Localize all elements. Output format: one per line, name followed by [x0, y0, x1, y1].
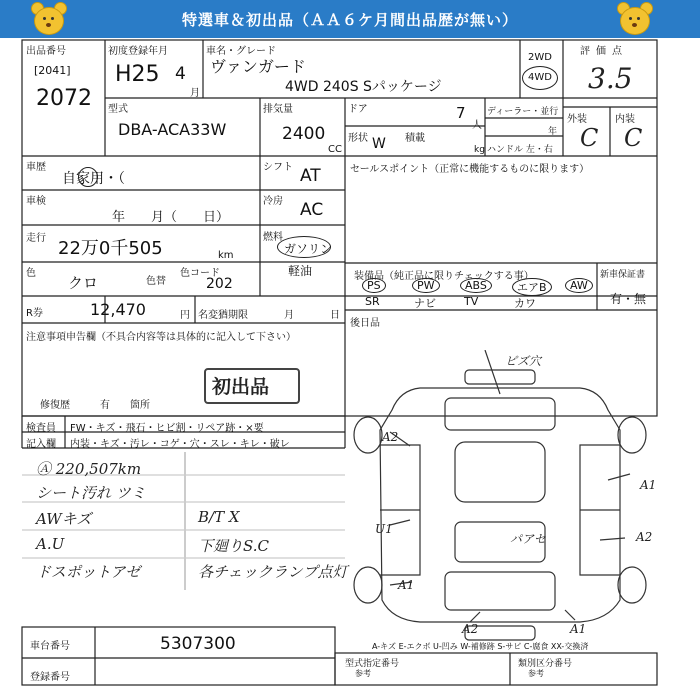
- equipment-item: AW: [565, 278, 593, 293]
- inspection-value: 年 月（ 日）: [112, 210, 230, 225]
- chassis-label: 車台番号: [30, 641, 70, 652]
- handle-label: ハンドル 左・右: [487, 145, 553, 155]
- equipment-item: PW: [412, 278, 440, 293]
- fuel-gas: ガソリン: [284, 242, 333, 256]
- note-right-line: B/T X: [198, 508, 240, 526]
- color-change-label: 色替: [146, 276, 166, 287]
- first-listing-stamp-text: 初出品: [212, 376, 270, 398]
- equipment-item: ABS: [460, 278, 492, 293]
- door-label: ドア: [348, 104, 368, 115]
- score-label: 評価点: [580, 46, 628, 57]
- interior-legend: 内装・キズ・汚レ・コゲ・穴・スレ・キレ・破レ: [70, 439, 290, 450]
- equipment-item: TV: [464, 295, 479, 308]
- shape-value: W: [372, 136, 386, 152]
- recycle-label: R券: [26, 308, 43, 319]
- exterior-legend: FW・キズ・飛石・ヒビ割・リペア跡・×要: [70, 423, 264, 434]
- shift-label: シフト: [263, 162, 293, 173]
- fuel-diesel: 軽油: [288, 264, 313, 278]
- damage-mark: A2: [636, 530, 653, 544]
- record-label: 記入欄: [26, 439, 56, 450]
- lot-number: 2072: [36, 86, 92, 111]
- note-left-line: A.U: [36, 535, 65, 553]
- interior-label: 内装: [615, 114, 635, 125]
- seat-unit: 人: [472, 120, 482, 131]
- ac-label: 冷房: [263, 196, 283, 207]
- registration-year: H25: [115, 62, 160, 87]
- designation-number-label: 型式指定番号: [345, 659, 400, 669]
- dealer-label: ディーラー・並行: [487, 107, 559, 117]
- displacement-value: 2400: [282, 124, 326, 144]
- equipment-item: カワ: [514, 297, 536, 310]
- usage-value: 自家用・（: [62, 171, 125, 187]
- equipment-label: 装備品（純正品に限りチェックする事）: [354, 271, 534, 282]
- note-left-line: Ⓐ 220,507km: [36, 460, 142, 478]
- model-label: 型式: [108, 104, 128, 115]
- name-change-day: 日: [330, 310, 340, 321]
- kg-unit: kg: [474, 145, 485, 155]
- car-damage-diagram: [350, 350, 670, 650]
- damage-mark: A2: [462, 622, 479, 636]
- model-code: DBA-ACA33W: [118, 120, 227, 139]
- recycle-value: 12,470: [90, 300, 146, 319]
- damage-mark: パアセ: [510, 532, 546, 546]
- equipment-item: ナビ: [414, 297, 436, 310]
- note-right-line: 下廻りS.C: [198, 537, 269, 555]
- diagram-legend: A-キズ E-エクボ U-凹み W-補修跡 S-サビ C-腐食 XX-交換済: [372, 642, 589, 651]
- mileage-value: 22万0千505: [58, 238, 163, 259]
- load-label: 積載: [405, 133, 425, 144]
- drive-4wd-label: 4WD: [528, 72, 552, 83]
- first-registration-label: 初度登録年月: [108, 46, 168, 57]
- designation-reference: 参考: [355, 669, 371, 678]
- after-parts-label: 後日品: [350, 318, 380, 329]
- damage-mark: A1: [398, 578, 415, 592]
- year-label: 年: [548, 127, 558, 137]
- lot-prefix: [2041]: [34, 64, 71, 77]
- note-right-line: 各チェックランプ点灯: [198, 563, 348, 581]
- month-unit: 月: [190, 88, 200, 99]
- door-count: 7: [456, 104, 466, 122]
- registration-month: 4: [175, 64, 186, 84]
- color-label: 色: [26, 268, 36, 279]
- repair-unit: 箇所: [130, 400, 150, 411]
- equipment-item: PS: [362, 278, 386, 293]
- score-value: 3.5: [588, 62, 633, 95]
- damage-mark: A1: [570, 622, 587, 636]
- category-reference: 参考: [528, 669, 544, 678]
- category-number-label: 類別区分番号: [518, 659, 573, 669]
- color-code-label: 色コード: [180, 268, 220, 279]
- car-name-label: 車名・グレード: [206, 46, 276, 57]
- name-change-month: 月: [284, 310, 294, 321]
- color-code: 202: [206, 276, 233, 292]
- repair-label: 修復歴: [40, 400, 70, 411]
- note-left-line: ドスポットアゼ: [36, 563, 141, 581]
- repair-value: 有: [100, 400, 110, 411]
- color-value: クロ: [68, 274, 99, 292]
- lot-number-label: 出品番号: [26, 46, 66, 57]
- chassis-number: 5307300: [160, 634, 236, 654]
- displacement-label: 排気量: [263, 104, 293, 115]
- sales-point-label: セールスポイント（正常に機能するものに限ります）: [350, 164, 590, 175]
- cc-unit: CC: [328, 144, 342, 155]
- drive-2wd-label: 2WD: [528, 52, 552, 63]
- km-unit: km: [218, 250, 234, 261]
- interior-grade: C: [624, 124, 643, 152]
- registration-number-label: 登録番号: [30, 672, 70, 683]
- inspector-label: 検査員: [26, 423, 56, 434]
- damage-mark: ピズ穴: [505, 354, 542, 368]
- equipment-item: SR: [365, 295, 380, 308]
- shift-value: AT: [300, 166, 321, 186]
- car-name: ヴァンガード: [210, 57, 306, 76]
- exterior-label: 外装: [567, 114, 587, 125]
- damage-mark: U1: [375, 522, 393, 536]
- yen-unit: 円: [180, 310, 190, 321]
- equipment-item: エアB: [512, 278, 552, 296]
- damage-mark: A2: [382, 430, 399, 444]
- fuel-label: 燃料: [263, 232, 283, 243]
- note-left-line: シート汚れ ツミ: [36, 484, 146, 502]
- inspection-label: 車検: [26, 196, 46, 207]
- page-title: 特選車＆初出品（ＡＡ６ケ月間出品歴が無い）: [181, 11, 518, 29]
- shape-label: 形状: [348, 133, 368, 144]
- note-left-line: AWキズ: [36, 510, 92, 528]
- damage-mark: A1: [640, 478, 657, 492]
- car-grade: 4WD 240S Sパッケージ: [285, 79, 442, 95]
- notice-label: 注意事項申告欄（不具合内容等は具体的に記入して下さい）: [26, 332, 296, 343]
- mileage-label: 走行: [26, 233, 46, 244]
- usage-label: 車歴: [26, 162, 46, 173]
- ac-value: AC: [300, 200, 324, 220]
- name-change-label: 名変猶期限: [198, 310, 248, 321]
- exterior-grade: C: [580, 124, 599, 152]
- warranty-value: 有・無: [610, 292, 647, 306]
- warranty-label: 新車保証書: [600, 270, 646, 280]
